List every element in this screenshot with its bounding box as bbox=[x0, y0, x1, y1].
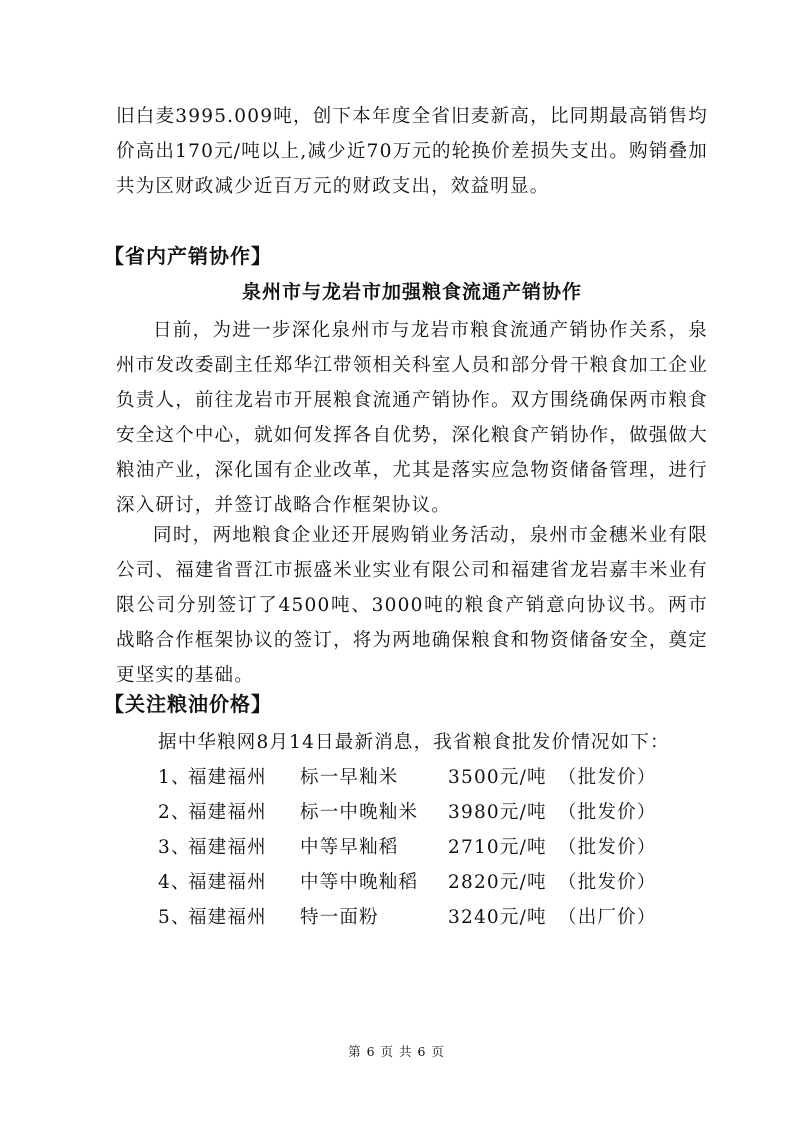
price-product: 中等中晚籼稻 bbox=[300, 872, 419, 893]
price-value: 2820元/吨 bbox=[448, 872, 547, 893]
price-product: 中等早籼稻 bbox=[300, 837, 399, 858]
price-type: （批发价） bbox=[558, 872, 657, 893]
price-location: 福建福州 bbox=[188, 872, 267, 893]
price-product: 特一面粉 bbox=[300, 907, 379, 928]
article-paragraph-1: 日前，为进一步深化泉州市与龙岩市粮食流通产销协作关系，泉州市发改委副主任郑华江带领相关科室人员和部分骨干粮食加工企业负责人，前往龙岩市开展粮食流通产销协作。双方围绕确保两市粮食安全这个中心，就如何发挥各自优势，深化粮食产销协作，做强做大粮油产业，深化国有企业改革，尤其是落实应急物资储备管理，进行深入研讨，并签订战略合作框架协议。 bbox=[116, 320, 708, 516]
price-index: 5、 bbox=[158, 907, 191, 928]
price-location: 福建福州 bbox=[188, 802, 267, 823]
price-location: 福建福州 bbox=[188, 767, 267, 788]
price-value: 3980元/吨 bbox=[448, 802, 547, 823]
price-type: （出厂价） bbox=[558, 907, 657, 928]
price-location: 福建福州 bbox=[188, 837, 267, 858]
price-type: （批发价） bbox=[558, 837, 657, 858]
intro-paragraph: 旧白麦3995.009吨，创下本年度全省旧麦新高，比同期最高销售均价高出170元/吨以上,减少近70万元的轮换价差损失支出。购销叠加共为区财政减少近百万元的财政支出，效益明显。 bbox=[116, 106, 708, 197]
price-product: 标一中晚籼米 bbox=[300, 802, 419, 823]
page-footer: 第 6 页 共 6 页 bbox=[348, 1044, 445, 1059]
price-index: 2、 bbox=[158, 802, 191, 823]
price-index: 3、 bbox=[158, 837, 191, 858]
price-intro: 据中华粮网8月14日最新消息，我省粮食批发价情况如下： bbox=[158, 732, 670, 753]
price-product: 标一早籼米 bbox=[300, 767, 399, 788]
price-type: （批发价） bbox=[558, 767, 657, 788]
price-index: 1、 bbox=[158, 767, 191, 788]
price-index: 4、 bbox=[158, 872, 191, 893]
price-value: 2710元/吨 bbox=[448, 837, 547, 858]
article-paragraph-2: 同时，两地粮食企业还开展购销业务活动，泉州市金穗米业有限公司、福建省晋江市振盛米业实业有限公司和福建省龙岩嘉丰米业有限公司分别签订了4500吨、3000吨的粮食产销意向协议书。两市战略合作框架协议的签订，将为两地确保粮食和物资储备安全，奠定更坚实的基础。 bbox=[116, 525, 708, 686]
price-type: （批发价） bbox=[558, 802, 657, 823]
price-value: 3500元/吨 bbox=[448, 767, 547, 788]
section-heading-grain-prices: 【关注粮油价格】 bbox=[104, 692, 272, 716]
section-heading-production-sales: 【省内产销协作】 bbox=[104, 244, 272, 268]
article-title: 泉州市与龙岩市加强粮食流通产销协作 bbox=[241, 281, 582, 303]
price-value: 3240元/吨 bbox=[448, 907, 547, 928]
price-location: 福建福州 bbox=[188, 907, 267, 928]
